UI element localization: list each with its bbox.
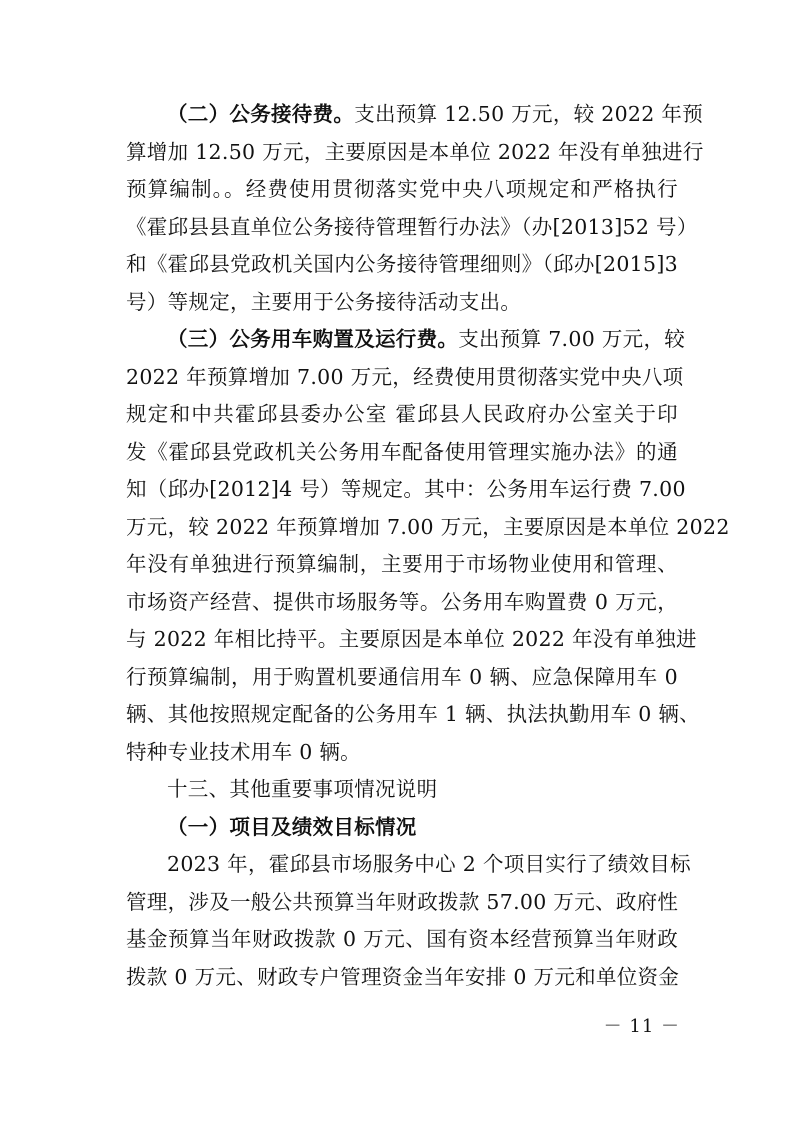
- section-title: （二）公务接待费。: [167, 102, 355, 126]
- text-line: 万元，较 2022 年预算增加 7.00 万元，主要原因是本单位 2022: [126, 514, 730, 539]
- text-line: 辆、其他按照规定配备的公务用车 1 辆、执法执勤用车 0 辆、: [126, 702, 700, 726]
- text-line: 和《霍邱县党政机关国内公务接待管理细则》（邱办[2015]3: [126, 252, 678, 276]
- text-line: 预算编制。。经费使用贯彻落实党中央八项规定和严格执行: [126, 177, 678, 201]
- text-line: 2023 年，霍邱县市场服务中心 2 个项目实行了绩效目标: [167, 852, 691, 876]
- paragraph-reception-fee: [126, 96, 704, 321]
- text-line: 2022 年预算增加 7.00 万元，经费使用贯彻落实党中央八项: [126, 364, 684, 389]
- text-line: 拨款 0 万元、财政专户管理资金当年安排 0 万元和单位资金: [126, 964, 680, 989]
- text-line: 市场资产经营、提供市场服务等。公务用车购置费 0 万元，: [126, 589, 678, 614]
- text-line: 算增加 12.50 万元，主要原因是本单位 2022 年没有单独进行: [126, 139, 704, 164]
- text-line: 管理，涉及一般公共预算当年财政拨款 57.00 万元、政府性: [126, 889, 679, 914]
- text-line: 特种专业技术用车 0 辆。: [126, 739, 361, 764]
- text-line: 发《霍邱县党政机关公务用车配备使用管理实施办法》的通: [126, 439, 678, 464]
- text-line: 与 2022 年相比持平。主要原因是本单位 2022 年没有单独进: [126, 627, 697, 651]
- page-number: － 11 －: [603, 1016, 680, 1037]
- text-line: 年没有单独进行预算编制，主要用于市场物业使用和管理、: [126, 552, 678, 576]
- text-line: 知（邱办[2012]4 号）等规定。其中：公务用车运行费 7.00: [126, 477, 686, 501]
- text-line: 《霍邱县县直单位公务接待管理暂行办法》（办[2013]52 号）: [126, 214, 698, 239]
- section-heading: 十三、其他重要事项情况说明: [167, 777, 438, 801]
- text-line: 基金预算当年财政拨款 0 万元、国有资本经营预算当年财政: [126, 927, 678, 951]
- document-page: [126, 96, 730, 996]
- text-line: （三）公务用车购置及运行费。支出预算 7.00 万元，较: [167, 327, 686, 351]
- text-line: 规定和中共霍邱县委办公室 霍邱县人民政府办公室关于印: [126, 402, 678, 426]
- text-line: 行预算编制，用于购置机要通信用车 0 辆、应急保障用车 0: [126, 664, 678, 689]
- section-title: （三）公务用车购置及运行费。: [167, 327, 459, 351]
- subsection-heading: （一）项目及绩效目标情况: [167, 814, 417, 839]
- paragraph-performance: [126, 846, 691, 996]
- text-line: 号）等规定，主要用于公务接待活动支出。: [126, 289, 522, 314]
- text-line: （二）公务接待费。支出预算 12.50 万元，较 2022 年预: [167, 102, 704, 126]
- paragraph-vehicle-fee: [126, 321, 730, 771]
